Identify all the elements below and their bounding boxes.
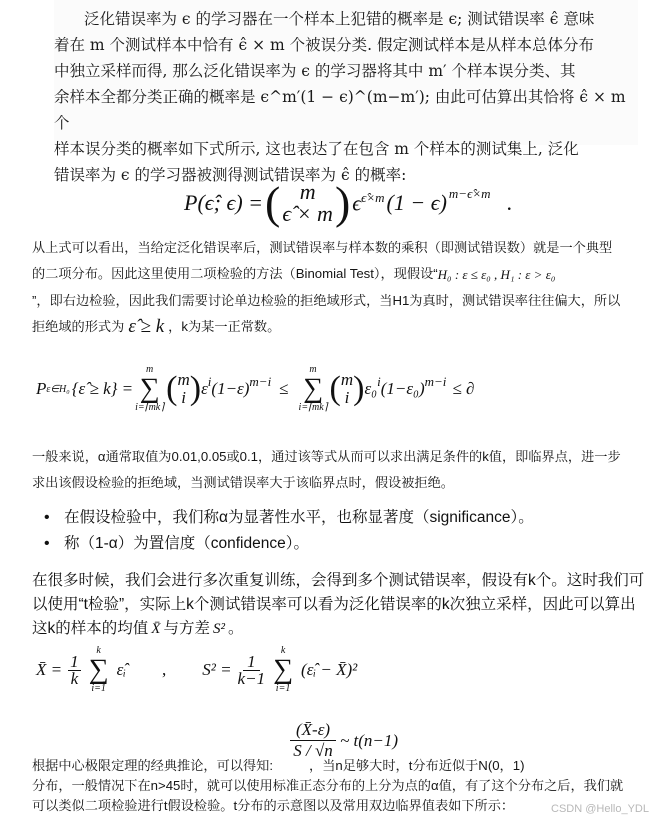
- mean-symbol: X̄: [151, 621, 161, 637]
- variance-symbol: S²: [212, 621, 225, 637]
- eq1-mid: (1 − ϵ): [386, 190, 447, 215]
- binomial-probability-equation: P(ϵ̂; ϵ) = ( m ϵ̂ × m ) $\epsilon^{\epsilon̂\times m}$ (1 − ϵ) m−ϵ̂×m .: [184, 177, 512, 228]
- excerpt-line-4: 余样本全都分类正确的概率是 ϵ^m′(1 − ϵ)^(m−m′); 由此可估算出其恰将 ϵ̂ × m 个: [54, 88, 626, 132]
- list-item: • 在假设检验中，我们称α为显著性水平，也称显著度（significance）。: [44, 505, 534, 531]
- paragraph-binomial-test: [32, 235, 652, 340]
- para1-line4a: 拒绝域的形式为: [32, 318, 125, 334]
- rejection-probability-equation: P ε∈H₀ {ε̂ ≥ k} = m ∑ i=⌈mk⌉ ( m i ) ε i (1−ε) m−i ≤ m ∑ i=⌈mk⌉ ( m i ) ε₀ i (1−ε₀) m−i ≤ ∂: [36, 364, 475, 413]
- para1-line1: 从上式可以看出，当给定泛化错误率后，测试错误率与样本数的乘积（即测试错误数）就是一个典型: [32, 240, 613, 255]
- excerpt-line-6: 错误率为 ϵ 的学习器被测得测试错误率为 ϵ̂ 的概率:: [54, 166, 407, 184]
- para2-line1: 一般来说，α通常取值为0.01,0.05或0.1，通过该等式从而可以求出满足条件的k值，即临界点，进一步: [32, 449, 621, 464]
- sum-operator-2: m ∑ i=⌈mk⌉: [298, 364, 328, 413]
- para3-line2: 以使用“t检验”，实际上k个测试错误率可以看为泛化错误率的k次独立采样，因此可以算出: [32, 596, 636, 613]
- para4-line1a: 根据中心极限定理的经典推论，可以得知:: [32, 758, 274, 773]
- para4-line3: 可以类似二项检验进行t假设检验。t分布的示意图以及常用双边临界值表如下所示：: [32, 798, 515, 813]
- mean-variance-equation: X̄ = $\frac{1}{k}$ k ∑ i=1 ε̂ᵢ , S² = $\frac{1}{k-1}$ k ∑ i=1 (ε̂ᵢ − X̄)²: [36, 645, 358, 694]
- eq1-exp1: ϵ̂×m: [361, 189, 385, 205]
- para4-line2: 分布，一般情况下在n>45时，就可以使用标准正态分布的上分为点的α值，有了这个分布之后，我们就: [32, 778, 624, 793]
- paragraph-t-test: 在很多时候，我们会进行多次重复训练，会得到多个测试错误率，假设有k个。这时我们可 以使用“t检验”，实际上k个测试错误率可以看为泛化错误率的k次独立采样，因此可以算出 这k的样本的均值 X̄ 与方差 S² 。: [32, 569, 652, 641]
- definition-list: [44, 505, 534, 557]
- para4-line1b: ，当n足够大时，t分布近似于N(0，1): [309, 758, 525, 773]
- rejection-region-formula: ε̂ ≥ k: [128, 316, 165, 338]
- para3-line3b: 与方差: [163, 620, 210, 638]
- book-excerpt: [54, 0, 638, 184]
- eq1-lhs: P(ϵ̂; ϵ) =: [184, 190, 263, 215]
- para3-line1: 在很多时候，我们会进行多次重复训练，会得到多个测试错误率，假设有k个。这时我们可: [32, 572, 645, 589]
- eq1-exp2: m−ϵ̂×m: [448, 186, 491, 201]
- excerpt-line-2: 着在 m 个测试样本中恰有 ϵ̂ × m 个被误分类. 假定测试样本是从样本总体分布: [54, 36, 594, 54]
- para3-line3a: 这k的样本的均值: [32, 620, 149, 638]
- excerpt-line-5: 样本误分类的概率如下式所示, 这也表达了在包含 m 个样本的测试集上, 泛化: [54, 140, 579, 158]
- para1-line4b: ，k为某一正常数。: [168, 318, 281, 334]
- para1-line2: 的二项分布。因此这里使用二项检验的方法（Binomial Test），现假设“: [32, 266, 438, 281]
- para1-line3: ”，即右边检验，因此我们需要讨论单边检验的拒绝域形式，当H1为真时，测试错误率往往偏大，所以: [32, 292, 621, 308]
- list-item: • 称（1-α）为置信度（confidence）。: [44, 531, 534, 557]
- excerpt-line-3: 中独立采样而得, 那么泛化错误率为 ϵ 的学习器将其中 m′ 个样本误分类、其: [54, 62, 576, 80]
- hypothesis-formula: H₀ : ε ≤ ε₀ , H₁ : ε > ε₀: [437, 266, 556, 282]
- paragraph-significance: [32, 444, 652, 496]
- t-statistic-equation: $\frac{(X̄-\varepsilon)}{S / √n}$ ~ t(n−1): [290, 720, 398, 761]
- excerpt-line-1: 泛化错误率为 ϵ 的学习器在一个样本上犯错的概率是 ϵ; 测试错误率 ϵ̂ 意味: [84, 10, 595, 28]
- eq1-binomial: m ϵ̂ × m: [282, 179, 333, 226]
- para2-line2: 求出该假设检验的拒绝域，当测试错误率大于该临界点时，假设被拒绝。: [32, 475, 454, 490]
- eq1-end: .: [506, 190, 512, 215]
- sum-operator-1: m ∑ i=⌈mk⌉: [135, 364, 165, 413]
- watermark: CSDN @Hello_YDL: [551, 803, 649, 815]
